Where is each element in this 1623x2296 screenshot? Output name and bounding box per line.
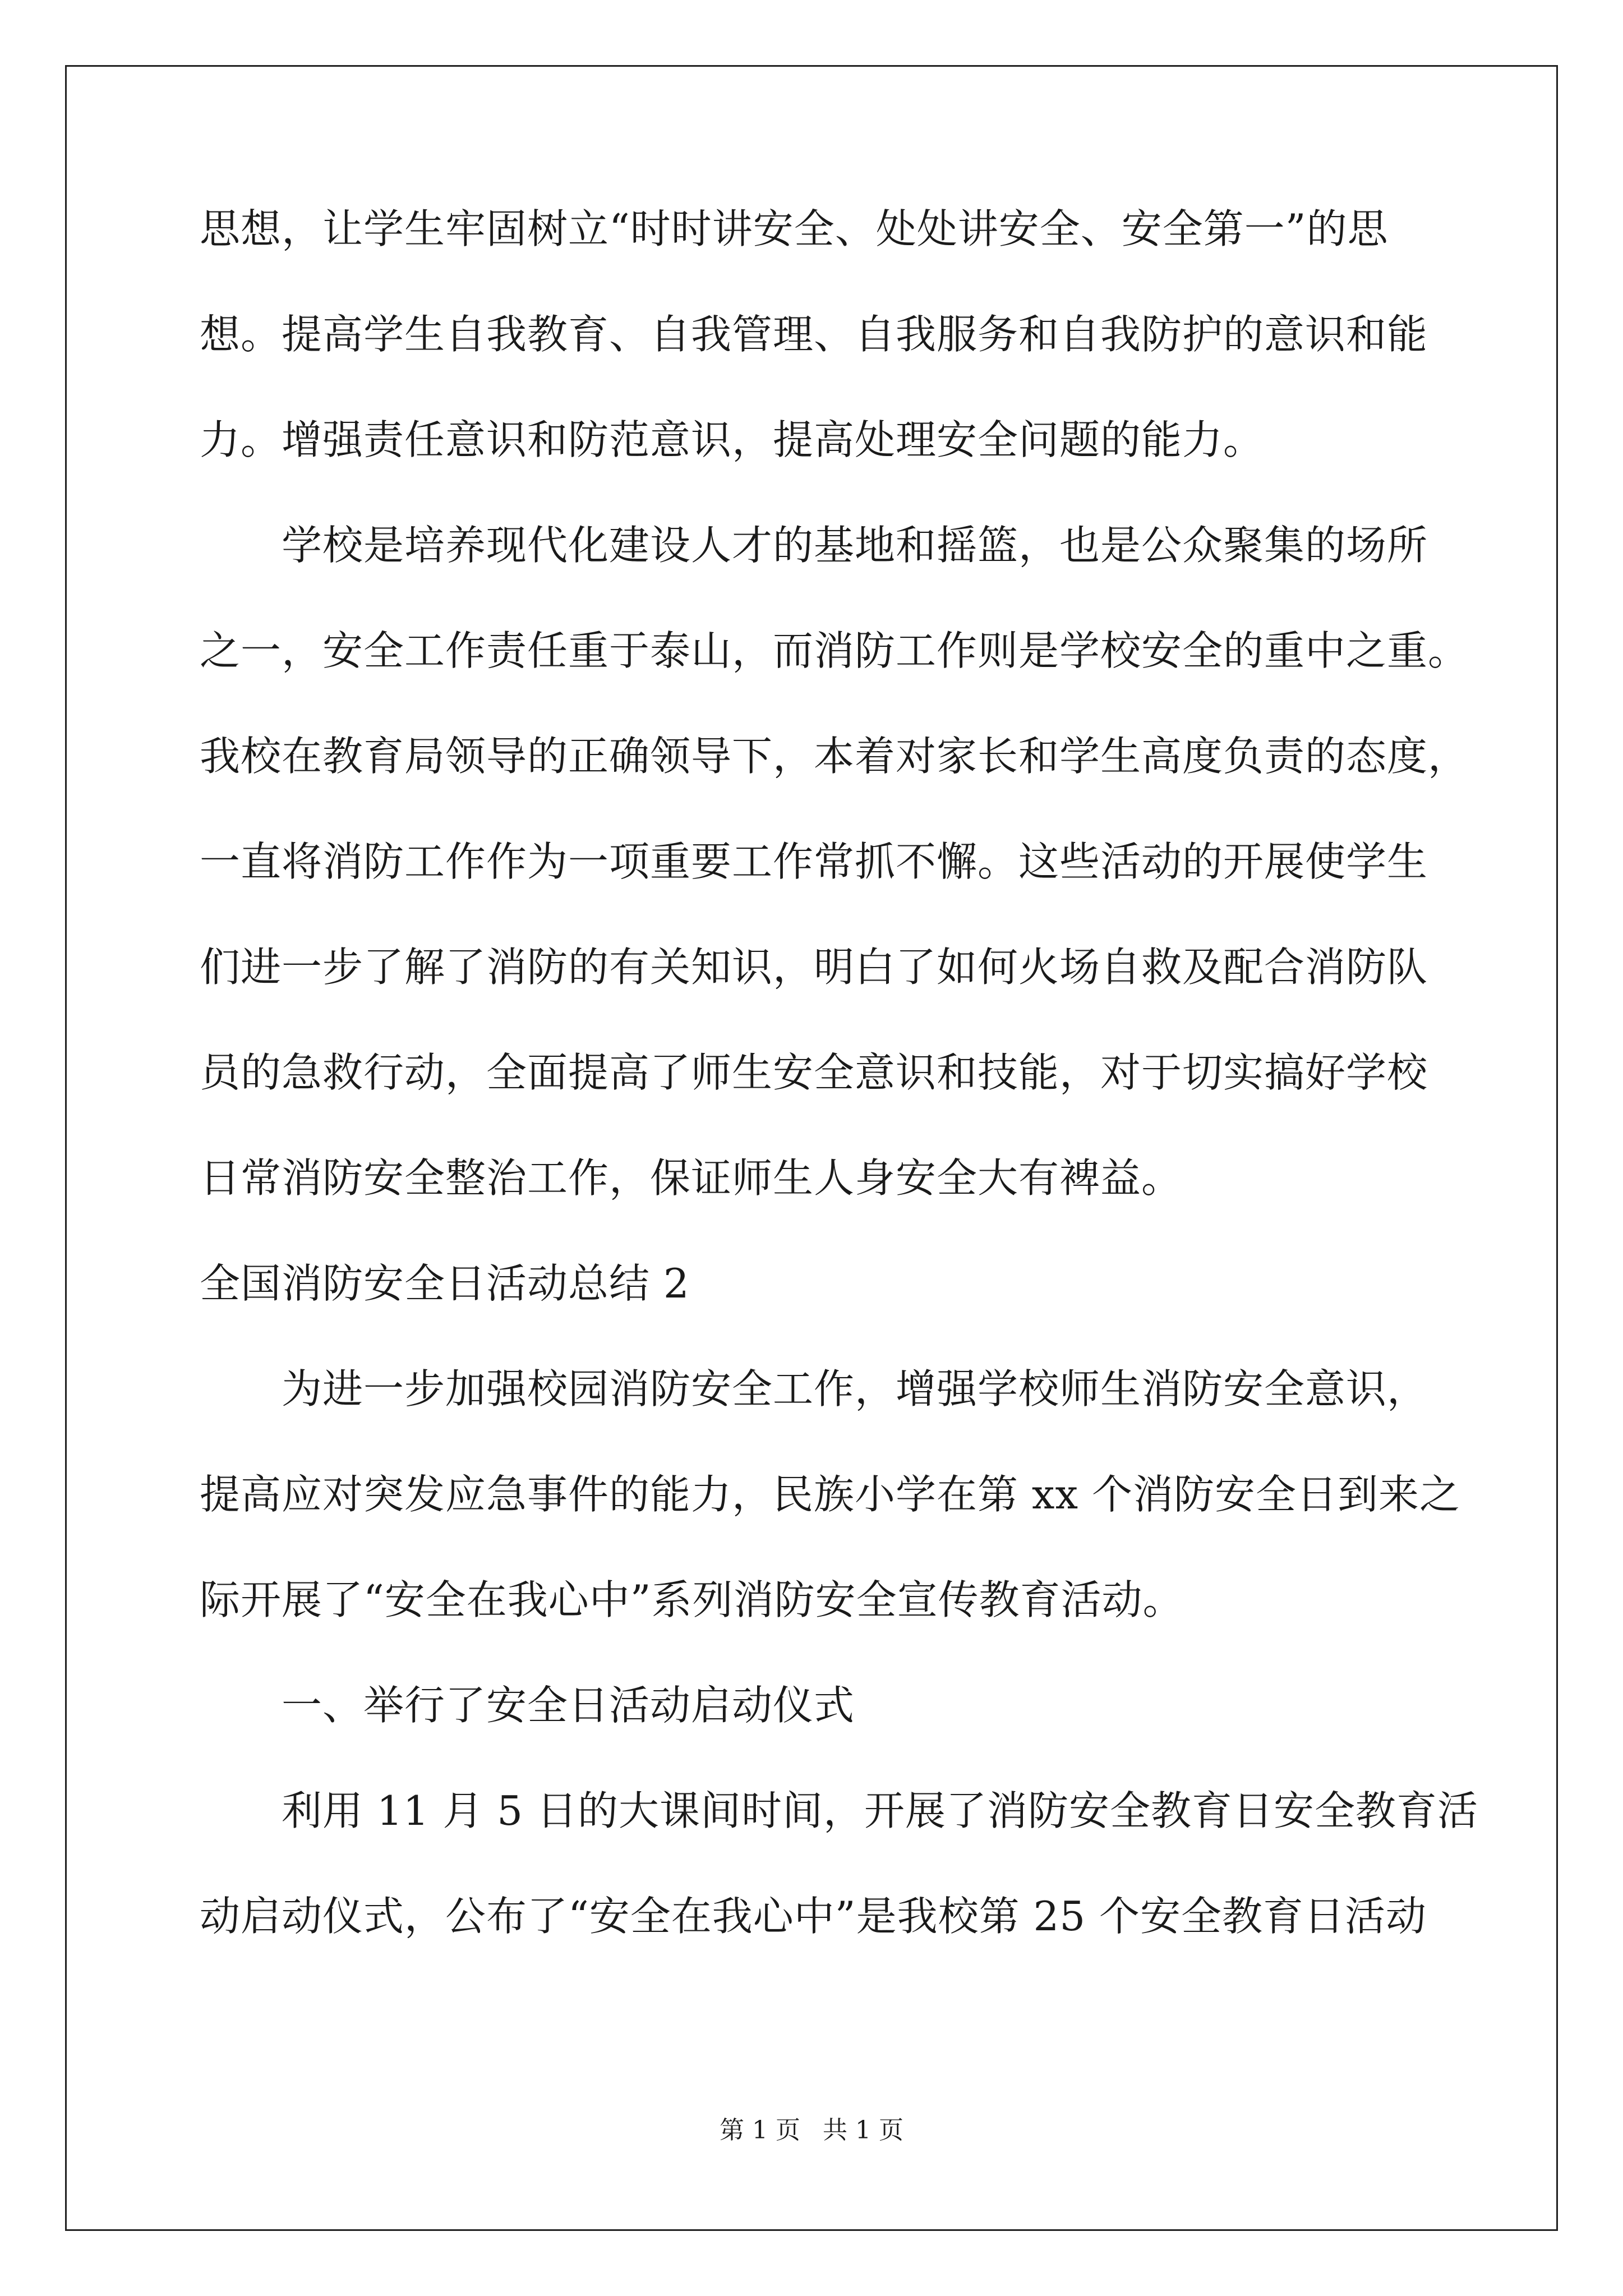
paragraph-line: 际开展了“安全在我心中”系列消防安全宣传教育活动。 (200, 1576, 1184, 1623)
paragraph-line: 力。增强责任意识和防范意识，提高处理安全问题的能力。 (200, 416, 1265, 463)
section-heading: 全国消防安全日活动总结 2 (200, 1260, 690, 1307)
paragraph-line: 们进一步了解了消防的有关知识，明白了如何火场自救及配合消防队 (200, 944, 1428, 991)
paragraph-line: 我校在教育局领导的正确领导下，本着对家长和学生高度负责的态度， (200, 733, 1469, 780)
page-number: 第 1 页 (720, 2116, 800, 2145)
paragraph-line: 提高应对突发应急事件的能力，民族小学在第 xx 个消防安全日到来之 (200, 1471, 1460, 1518)
paragraph-line: 动启动仪式，公布了“安全在我心中”是我校第 25 个安全教育日活动 (200, 1893, 1427, 1940)
paragraph-line: 为进一步加强校园消防安全工作，增强学校师生消防安全意识， (282, 1365, 1428, 1412)
subsection-heading: 一、举行了安全日活动启动仪式 (282, 1682, 855, 1729)
paragraph-line: 一直将消防工作作为一项重要工作常抓不懈。这些活动的开展使学生 (200, 838, 1428, 885)
paragraph-line: 日常消防安全整治工作，保证师生人身安全大有裨益。 (200, 1154, 1183, 1202)
paragraph-line: 员的急救行动，全面提高了师生安全意识和技能，对于切实搞好学校 (200, 1049, 1428, 1096)
paragraph-line: 想。提高学生自我教育、自我管理、自我服务和自我防护的意识和能 (200, 311, 1428, 358)
paragraph-line: 思想，让学生牢固树立“时时讲安全、处处讲安全、安全第一”的思 (200, 205, 1389, 252)
paragraph-line: 学校是培养现代化建设人才的基地和摇篮，也是公众聚集的场所 (282, 522, 1428, 569)
paragraph-line: 利用 11 月 5 日的大课间时间，开展了消防安全教育日安全教育活 (282, 1787, 1478, 1834)
paragraph-line: 之一，安全工作责任重于泰山，而消防工作则是学校安全的重中之重。 (200, 627, 1469, 674)
page-footer (0, 2115, 1623, 2146)
page-count: 共 1 页 (823, 2116, 903, 2145)
